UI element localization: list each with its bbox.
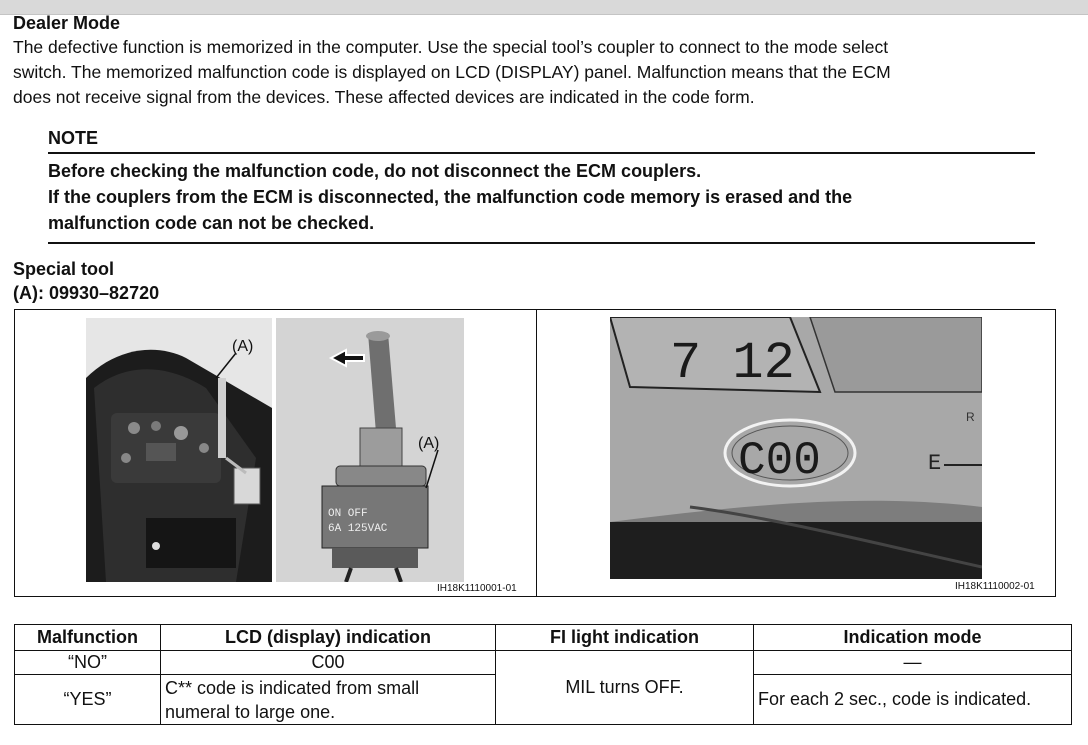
mode-switch-photo (276, 318, 464, 582)
section-title: Dealer Mode (13, 13, 121, 33)
figure-caption-right: IH18K1110002-01 (955, 581, 1035, 592)
motorcycle-image (86, 318, 272, 582)
column-header: Indication mode (754, 625, 1072, 651)
special-tool-code: (A): 09930–82720 (13, 283, 160, 303)
motorcycle-photo (86, 318, 272, 582)
switch-label-bottom: 6A 125VAC (328, 523, 388, 535)
label-a: (A) (418, 435, 440, 452)
column-header: Malfunction (15, 625, 161, 651)
lcd-top-digits: 7 12 (670, 334, 795, 393)
note-line: If the couplers from the ECM is disconnected, the malfunction code memory is erased and the (48, 187, 853, 207)
lcd-photo (610, 317, 982, 579)
table-cell: C00 (161, 651, 496, 675)
cell-line: C** code is indicated from small (165, 677, 420, 698)
note-line: malfunction code can not be checked. (48, 213, 375, 233)
figure-caption-left: IH18K1110001-01 (437, 583, 517, 594)
table-cell: — (754, 651, 1072, 675)
table-cell: For each 2 sec., code is indicated. (754, 675, 1072, 725)
label-a: (A) (232, 338, 254, 355)
table-cell (161, 675, 496, 725)
table-cell: “NO” (15, 651, 161, 675)
mode-switch-image (276, 318, 464, 582)
table-row (15, 651, 1072, 675)
body-text-line: switch. The memorized malfunction code is displayed on LCD (DISPLAY) panel. Malfunction means that the ECM (13, 62, 891, 82)
note-line: Before checking the malfunction code, do not disconnect the ECM couplers. (48, 161, 702, 181)
column-header: FI light indication (496, 625, 754, 651)
column-header: LCD (display) indication (161, 625, 496, 651)
table-cell: MIL turns OFF. (496, 651, 754, 725)
lcd-code: C00 (738, 435, 821, 487)
note-block (48, 128, 1035, 244)
lcd-e-letter: E (928, 451, 942, 476)
special-tool-title: Special tool (13, 259, 115, 279)
malfunction-table (14, 624, 1072, 725)
table-header-row (15, 625, 1072, 651)
cell-line: numeral to large one. (165, 701, 336, 722)
body-text-line: The defective function is memorized in the computer. Use the special tool’s coupler to connect to the mode select (13, 37, 889, 57)
body-text-line: does not receive signal from the devices. These affected devices are indicated in the code form. (13, 87, 755, 107)
lcd-corner-text: R (966, 410, 975, 424)
switch-label-top: ON OFF (328, 508, 368, 520)
note-bottom-rule (48, 242, 1035, 244)
note-title: NOTE (48, 128, 99, 148)
lcd-image (610, 317, 982, 579)
table-cell: “YES” (15, 675, 161, 725)
figure-divider (536, 309, 537, 597)
